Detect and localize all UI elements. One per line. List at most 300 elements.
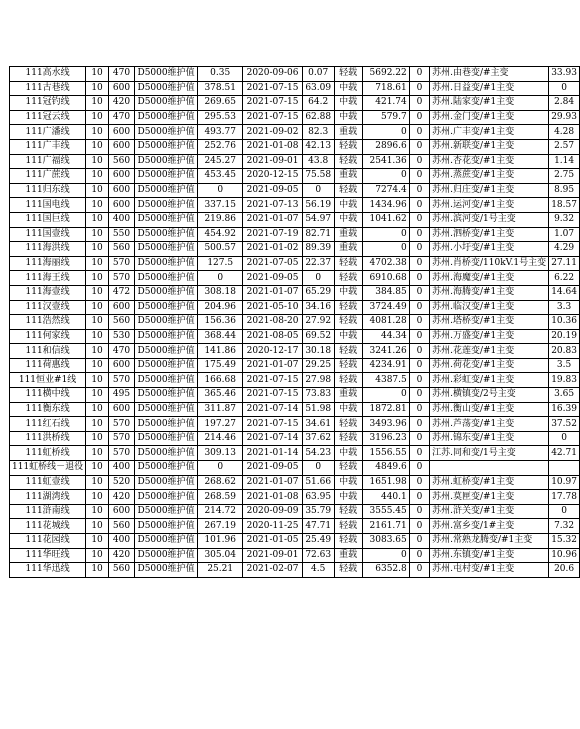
table-cell[interactable]: 2021-01-07 [243, 212, 302, 227]
table-cell[interactable]: 轻载 [334, 417, 362, 432]
table-cell[interactable]: 337.15 [198, 198, 243, 213]
table-cell[interactable]: D5000维护值 [135, 256, 198, 271]
table-cell[interactable]: 重载 [334, 125, 362, 140]
table-cell[interactable]: 2161.71 [362, 519, 409, 534]
table-cell[interactable]: 0.07 [302, 67, 334, 82]
table-cell[interactable]: 495 [108, 388, 134, 403]
table-cell[interactable]: 111高水线 [10, 67, 86, 82]
table-cell[interactable]: 重载 [334, 227, 362, 242]
table-cell[interactable]: 轻载 [334, 534, 362, 549]
table-cell[interactable]: 0 [362, 388, 409, 403]
table-cell[interactable]: 440.1 [362, 490, 409, 505]
table-cell[interactable]: 2.84 [549, 96, 580, 111]
table-cell[interactable]: 轻载 [334, 461, 362, 476]
table-cell[interactable]: 47.71 [302, 519, 334, 534]
table-cell[interactable]: 0 [409, 519, 429, 534]
table-cell[interactable]: 111海王线 [10, 271, 86, 286]
table-cell[interactable]: 0 [409, 461, 429, 476]
table-cell[interactable]: 14.64 [549, 285, 580, 300]
table-cell[interactable]: 378.51 [198, 81, 243, 96]
table-cell[interactable]: 10 [86, 504, 109, 519]
table-cell[interactable]: 10 [86, 388, 109, 403]
table-cell[interactable]: 9.32 [549, 212, 580, 227]
table-cell[interactable]: 111冠云线 [10, 110, 86, 125]
table-cell[interactable]: 0 [409, 198, 429, 213]
table-cell[interactable]: 0 [409, 183, 429, 198]
table-cell[interactable]: 3.5 [549, 358, 580, 373]
table-cell[interactable]: 27.11 [549, 256, 580, 271]
table-cell[interactable]: 111虹桥线－退役 [10, 461, 86, 476]
table-cell[interactable]: 轻载 [334, 271, 362, 286]
table-cell[interactable]: 1041.62 [362, 212, 409, 227]
table-cell[interactable]: 轻载 [334, 373, 362, 388]
table-cell[interactable]: 3724.49 [362, 300, 409, 315]
table-cell[interactable]: 600 [108, 81, 134, 96]
table-cell[interactable]: 600 [108, 402, 134, 417]
table-cell[interactable]: 111广丰线 [10, 139, 86, 154]
table-cell[interactable]: 42.13 [302, 139, 334, 154]
table-cell[interactable]: 2020-12-15 [243, 169, 302, 184]
table-cell[interactable]: 2021-08-05 [243, 329, 302, 344]
table-cell[interactable]: 454.92 [198, 227, 243, 242]
table-cell[interactable]: 苏州.荷花变/#1主变 [430, 358, 549, 373]
table-cell[interactable]: 苏州.小圩变/#1主变 [430, 242, 549, 257]
table-cell[interactable]: 2021-07-15 [243, 81, 302, 96]
table-cell[interactable]: D5000维护值 [135, 534, 198, 549]
table-cell[interactable]: 10 [86, 300, 109, 315]
table-cell[interactable]: 2.57 [549, 139, 580, 154]
table-cell[interactable]: 轻载 [334, 431, 362, 446]
table-cell[interactable]: 0 [409, 96, 429, 111]
table-cell[interactable]: 2021-09-05 [243, 271, 302, 286]
table-cell[interactable]: 156.36 [198, 315, 243, 330]
table-cell[interactable]: 0 [409, 388, 429, 403]
table-cell[interactable]: 轻载 [334, 344, 362, 359]
table-cell[interactable]: 0 [409, 110, 429, 125]
table-cell[interactable]: 0 [409, 256, 429, 271]
table-cell[interactable]: 3.65 [549, 388, 580, 403]
table-cell[interactable]: 111洪桥线 [10, 431, 86, 446]
table-cell[interactable]: 10 [86, 563, 109, 578]
table-cell[interactable]: 轻载 [334, 519, 362, 534]
table-cell[interactable]: 0 [409, 402, 429, 417]
table-cell[interactable]: 10.97 [549, 475, 580, 490]
table-cell[interactable]: 苏州.万盛变/#1主变 [430, 329, 549, 344]
table-cell[interactable]: 570 [108, 373, 134, 388]
table-cell[interactable]: 2021-07-19 [243, 227, 302, 242]
table-cell[interactable]: 82.71 [302, 227, 334, 242]
table-cell[interactable]: D5000维护值 [135, 227, 198, 242]
table-cell[interactable]: 苏州.归庄变/#1主变 [430, 183, 549, 198]
table-cell[interactable]: 0 [302, 461, 334, 476]
table-cell[interactable]: 10 [86, 183, 109, 198]
table-cell[interactable]: 111虹桥线 [10, 446, 86, 461]
table-cell[interactable]: D5000维护值 [135, 461, 198, 476]
table-cell[interactable]: 2021-01-02 [243, 242, 302, 257]
table-cell[interactable]: 2020-09-06 [243, 67, 302, 82]
table-cell[interactable]: 214.46 [198, 431, 243, 446]
table-cell[interactable]: 10 [86, 96, 109, 111]
table-cell[interactable]: D5000维护值 [135, 271, 198, 286]
table-cell[interactable]: D5000维护值 [135, 446, 198, 461]
table-cell[interactable]: 718.61 [362, 81, 409, 96]
table-cell[interactable]: 0 [409, 446, 429, 461]
table-cell[interactable]: 10 [86, 431, 109, 446]
table-cell[interactable]: 7.32 [549, 519, 580, 534]
table-cell[interactable]: 10.36 [549, 315, 580, 330]
table-cell[interactable]: 苏州.芦荡变/#1主变 [430, 417, 549, 432]
table-cell[interactable]: 0.35 [198, 67, 243, 82]
table-cell[interactable]: 2.75 [549, 169, 580, 184]
table-cell[interactable]: 6352.8 [362, 563, 409, 578]
table-cell[interactable]: 420 [108, 96, 134, 111]
table-cell[interactable]: D5000维护值 [135, 431, 198, 446]
table-cell[interactable]: 16.39 [549, 402, 580, 417]
table-cell[interactable]: D5000维护值 [135, 315, 198, 330]
table-cell[interactable]: 10 [86, 154, 109, 169]
table-cell[interactable]: 苏州.虹桥变/#1主变 [430, 475, 549, 490]
table-cell[interactable]: 111浒南线 [10, 504, 86, 519]
table-cell[interactable]: 0 [549, 81, 580, 96]
table-cell[interactable]: 0 [302, 183, 334, 198]
table-cell[interactable]: D5000维护值 [135, 344, 198, 359]
table-cell[interactable]: 27.98 [302, 373, 334, 388]
table-cell[interactable]: 42.71 [549, 446, 580, 461]
table-cell[interactable]: 20.6 [549, 563, 580, 578]
table-cell[interactable]: 0 [409, 490, 429, 505]
table-cell[interactable]: 轻载 [334, 358, 362, 373]
table-cell[interactable]: 苏州.临汉变/#1主变 [430, 300, 549, 315]
table-cell[interactable]: 2021-02-07 [243, 563, 302, 578]
table-cell[interactable]: 0 [409, 154, 429, 169]
table-cell[interactable]: 111红石线 [10, 417, 86, 432]
table-cell[interactable]: 20.19 [549, 329, 580, 344]
table-cell[interactable]: 2021-01-08 [243, 139, 302, 154]
table-cell[interactable]: 63.95 [302, 490, 334, 505]
table-cell[interactable]: 2896.6 [362, 139, 409, 154]
table-cell[interactable]: 中载 [334, 285, 362, 300]
table-cell[interactable]: 苏州.广丰变/#1主变 [430, 125, 549, 140]
table-cell[interactable]: 101.96 [198, 534, 243, 549]
table-cell[interactable]: 0 [409, 139, 429, 154]
table-cell[interactable]: 111广蔗线 [10, 169, 86, 184]
table-cell[interactable]: 20.83 [549, 344, 580, 359]
table-cell[interactable]: 1651.98 [362, 475, 409, 490]
table-cell[interactable]: 111和信线 [10, 344, 86, 359]
table-cell[interactable]: 111海壹线 [10, 285, 86, 300]
table-cell[interactable]: 579.7 [362, 110, 409, 125]
table-cell[interactable]: 560 [108, 519, 134, 534]
table-cell[interactable]: 2020-11-25 [243, 519, 302, 534]
table-cell[interactable]: 中载 [334, 81, 362, 96]
table-cell[interactable]: 中载 [334, 490, 362, 505]
table-cell[interactable]: 5692.22 [362, 67, 409, 82]
table-cell[interactable]: 1.07 [549, 227, 580, 242]
table-cell[interactable]: 25.49 [302, 534, 334, 549]
table-cell[interactable]: 470 [108, 110, 134, 125]
table-cell[interactable]: 309.13 [198, 446, 243, 461]
table-cell[interactable]: D5000维护值 [135, 519, 198, 534]
table-cell[interactable]: 2021-07-15 [243, 417, 302, 432]
table-cell[interactable]: 111花城线 [10, 519, 86, 534]
table-cell[interactable]: 0 [409, 300, 429, 315]
table-cell[interactable]: 苏州.金门变/#1主变 [430, 110, 549, 125]
table-cell[interactable]: D5000维护值 [135, 81, 198, 96]
table-cell[interactable]: 560 [108, 154, 134, 169]
table-cell[interactable]: 0 [409, 344, 429, 359]
table-cell[interactable]: 34.61 [302, 417, 334, 432]
table-cell[interactable]: 305.04 [198, 548, 243, 563]
table-cell[interactable]: 0 [409, 169, 429, 184]
table-cell[interactable]: 0 [362, 548, 409, 563]
table-cell[interactable]: 384.85 [362, 285, 409, 300]
table-cell[interactable]: 204.96 [198, 300, 243, 315]
table-cell[interactable]: 560 [108, 563, 134, 578]
table-cell[interactable]: 600 [108, 300, 134, 315]
table-cell[interactable]: 轻载 [334, 300, 362, 315]
table-cell[interactable]: 轻载 [334, 154, 362, 169]
table-cell[interactable]: D5000维护值 [135, 548, 198, 563]
table-cell[interactable]: 43.8 [302, 154, 334, 169]
table-cell[interactable]: 72.63 [302, 548, 334, 563]
table-cell[interactable]: 570 [108, 417, 134, 432]
table-cell[interactable]: 54.23 [302, 446, 334, 461]
table-cell[interactable]: 苏州.花莲变/#1主变 [430, 344, 549, 359]
table-cell[interactable]: D5000维护值 [135, 373, 198, 388]
table-cell[interactable]: 64.2 [302, 96, 334, 111]
table-cell[interactable]: 2021-01-05 [243, 534, 302, 549]
table-cell[interactable]: 111广福线 [10, 154, 86, 169]
table-cell[interactable]: 0 [409, 212, 429, 227]
table-cell[interactable]: 4849.6 [362, 461, 409, 476]
table-cell[interactable]: 0 [409, 373, 429, 388]
table-cell[interactable]: 2021-09-02 [243, 125, 302, 140]
table-cell[interactable]: 轻载 [334, 139, 362, 154]
table-cell[interactable]: 111汉壹线 [10, 300, 86, 315]
table-cell[interactable]: 600 [108, 139, 134, 154]
table-cell[interactable]: 中载 [334, 96, 362, 111]
table-cell[interactable]: 10 [86, 169, 109, 184]
table-cell[interactable]: 中载 [334, 475, 362, 490]
table-cell[interactable]: 苏州.新联变/#1主变 [430, 139, 549, 154]
table-cell[interactable]: 368.44 [198, 329, 243, 344]
table-cell[interactable]: 550 [108, 227, 134, 242]
table-cell[interactable]: 3.3 [549, 300, 580, 315]
table-cell[interactable]: D5000维护值 [135, 154, 198, 169]
table-cell[interactable]: 0 [198, 183, 243, 198]
table-cell[interactable]: 2021-01-07 [243, 475, 302, 490]
table-cell[interactable]: 111虹壹线 [10, 475, 86, 490]
table-cell[interactable]: 520 [108, 475, 134, 490]
table-cell[interactable]: 311.87 [198, 402, 243, 417]
table-cell[interactable]: 0 [409, 417, 429, 432]
table-cell[interactable]: 2020-09-09 [243, 504, 302, 519]
table-cell[interactable]: 600 [108, 198, 134, 213]
table-cell[interactable]: 245.27 [198, 154, 243, 169]
table-cell[interactable]: 600 [108, 358, 134, 373]
table-cell[interactable]: 10 [86, 475, 109, 490]
table-cell[interactable]: 0 [409, 125, 429, 140]
table-cell[interactable]: 65.29 [302, 285, 334, 300]
table-cell[interactable]: D5000维护值 [135, 285, 198, 300]
table-cell[interactable]: 1434.96 [362, 198, 409, 213]
table-cell[interactable]: 111湖湾线 [10, 490, 86, 505]
table-cell[interactable]: 10 [86, 81, 109, 96]
table-cell[interactable]: 10 [86, 461, 109, 476]
table-cell[interactable]: 111何家线 [10, 329, 86, 344]
table-cell[interactable]: D5000维护值 [135, 402, 198, 417]
table-cell[interactable]: 0 [362, 169, 409, 184]
table-cell[interactable]: 中载 [334, 198, 362, 213]
table-cell[interactable]: 2021-07-13 [243, 198, 302, 213]
table-cell[interactable]: 214.72 [198, 504, 243, 519]
table-cell[interactable]: 8.95 [549, 183, 580, 198]
table-cell[interactable]: 0 [549, 431, 580, 446]
table-cell[interactable]: D5000维护值 [135, 563, 198, 578]
table-cell[interactable]: 54.97 [302, 212, 334, 227]
table-cell[interactable]: 365.46 [198, 388, 243, 403]
table-cell[interactable]: 10 [86, 534, 109, 549]
table-cell[interactable]: 苏州.日益变/#1主变 [430, 81, 549, 96]
table-cell[interactable]: 1872.81 [362, 402, 409, 417]
table-cell[interactable]: 10 [86, 519, 109, 534]
table-cell[interactable]: 2021-07-15 [243, 96, 302, 111]
table-cell[interactable]: 0 [409, 227, 429, 242]
table-cell[interactable]: 400 [108, 461, 134, 476]
table-cell[interactable]: 22.37 [302, 256, 334, 271]
table-cell[interactable]: 51.66 [302, 475, 334, 490]
table-cell[interactable]: 苏州.横镇变/2号主变 [430, 388, 549, 403]
table-cell[interactable]: 530 [108, 329, 134, 344]
table-cell[interactable]: 29.93 [549, 110, 580, 125]
table-cell[interactable]: 2021-07-15 [243, 110, 302, 125]
table-cell[interactable]: 重载 [334, 242, 362, 257]
table-cell[interactable]: 2541.36 [362, 154, 409, 169]
table-cell[interactable]: 400 [108, 212, 134, 227]
table-cell[interactable]: 2021-07-14 [243, 431, 302, 446]
table-cell[interactable]: 中载 [334, 402, 362, 417]
table-cell[interactable]: 15.32 [549, 534, 580, 549]
table-cell[interactable]: 421.74 [362, 96, 409, 111]
table-cell[interactable]: 苏州.东镇变/#1主变 [430, 548, 549, 563]
table-cell[interactable]: 570 [108, 271, 134, 286]
table-cell[interactable]: 470 [108, 344, 134, 359]
table-cell[interactable]: 0 [409, 315, 429, 330]
table-cell[interactable]: 111归东线 [10, 183, 86, 198]
table-cell[interactable]: 苏州.海腾变/#1主变 [430, 285, 549, 300]
table-cell[interactable]: 10 [86, 110, 109, 125]
table-cell[interactable]: 0 [409, 271, 429, 286]
table-cell[interactable]: 轻载 [334, 67, 362, 82]
table-cell[interactable]: 2021-01-07 [243, 285, 302, 300]
table-cell[interactable]: 25.21 [198, 563, 243, 578]
table-cell[interactable]: D5000维护值 [135, 183, 198, 198]
table-cell[interactable]: D5000维护值 [135, 96, 198, 111]
table-cell[interactable]: 600 [108, 169, 134, 184]
table-cell[interactable]: 0 [549, 504, 580, 519]
table-cell[interactable]: 3196.23 [362, 431, 409, 446]
table-cell[interactable]: 2021-07-15 [243, 388, 302, 403]
table-cell[interactable]: 苏州.海魔变/#1主变 [430, 271, 549, 286]
table-cell[interactable]: 10 [86, 212, 109, 227]
table-cell[interactable]: 111国壹线 [10, 227, 86, 242]
table-cell[interactable]: 轻载 [334, 315, 362, 330]
table-cell[interactable]: 400 [108, 534, 134, 549]
table-cell[interactable]: 127.5 [198, 256, 243, 271]
table-cell[interactable]: 苏州.浒关变/#1主变 [430, 504, 549, 519]
table-cell[interactable]: 570 [108, 431, 134, 446]
table-cell[interactable]: 10 [86, 329, 109, 344]
table-cell[interactable]: 0 [409, 534, 429, 549]
table-cell[interactable]: 252.76 [198, 139, 243, 154]
table-cell[interactable]: 轻载 [334, 504, 362, 519]
table-cell[interactable]: 63.09 [302, 81, 334, 96]
table-cell[interactable]: 7274.4 [362, 183, 409, 198]
table-cell[interactable]: D5000维护值 [135, 417, 198, 432]
table-cell[interactable]: 111海丽线 [10, 256, 86, 271]
table-cell[interactable]: 4.29 [549, 242, 580, 257]
table-cell[interactable]: 10.96 [549, 548, 580, 563]
table-cell[interactable]: 17.78 [549, 490, 580, 505]
table-cell[interactable]: 轻载 [334, 256, 362, 271]
table-cell[interactable]: 18.57 [549, 198, 580, 213]
table-cell[interactable]: 600 [108, 183, 134, 198]
table-cell[interactable]: 江苏.同和变/1号主变 [430, 446, 549, 461]
table-cell[interactable]: 苏州.莫匣变/#1主变 [430, 490, 549, 505]
table-cell[interactable]: 500.57 [198, 242, 243, 257]
table-cell[interactable]: D5000维护值 [135, 475, 198, 490]
table-cell[interactable]: D5000维护值 [135, 67, 198, 82]
table-cell[interactable]: 0 [409, 548, 429, 563]
table-cell[interactable]: 2021-09-01 [243, 548, 302, 563]
table-cell[interactable]: 600 [108, 125, 134, 140]
table-cell[interactable]: 苏州.常熟龙腾变/#1主变 [430, 534, 549, 549]
table-cell[interactable]: 470 [108, 67, 134, 82]
table-cell[interactable]: 267.19 [198, 519, 243, 534]
table-cell[interactable]: 51.98 [302, 402, 334, 417]
table-cell[interactable]: 10 [86, 402, 109, 417]
table-cell[interactable]: 0 [409, 475, 429, 490]
table-cell[interactable]: 472 [108, 285, 134, 300]
table-cell[interactable]: 重载 [334, 388, 362, 403]
table-cell[interactable]: 69.52 [302, 329, 334, 344]
table-cell[interactable]: 2021-09-05 [243, 183, 302, 198]
table-cell[interactable]: 0 [409, 358, 429, 373]
table-cell[interactable]: 44.34 [362, 329, 409, 344]
table-cell[interactable]: 10 [86, 548, 109, 563]
table-cell[interactable]: 0 [409, 81, 429, 96]
table-cell[interactable]: 268.62 [198, 475, 243, 490]
table-cell[interactable]: 420 [108, 490, 134, 505]
table-cell[interactable]: 苏州.屯村变/#1主变 [430, 563, 549, 578]
table-cell[interactable]: 中载 [334, 446, 362, 461]
table-cell[interactable]: 2021-08-20 [243, 315, 302, 330]
table-cell[interactable]: 0 [302, 271, 334, 286]
table-cell[interactable]: D5000维护值 [135, 110, 198, 125]
table-cell[interactable]: 2021-01-07 [243, 358, 302, 373]
table-cell[interactable]: D5000维护值 [135, 198, 198, 213]
table-cell[interactable]: 3241.26 [362, 344, 409, 359]
table-cell[interactable]: D5000维护值 [135, 125, 198, 140]
table-cell[interactable]: 10 [86, 358, 109, 373]
table-cell[interactable]: 10 [86, 256, 109, 271]
table-cell[interactable]: D5000维护值 [135, 300, 198, 315]
table-cell[interactable]: 0 [409, 431, 429, 446]
table-cell[interactable]: 10 [86, 285, 109, 300]
table-cell[interactable]: 苏州.彩虹变/#1主变 [430, 373, 549, 388]
table-cell[interactable]: 苏州.肖桥变/110kV.1号主变 [430, 256, 549, 271]
table-cell[interactable]: 27.92 [302, 315, 334, 330]
